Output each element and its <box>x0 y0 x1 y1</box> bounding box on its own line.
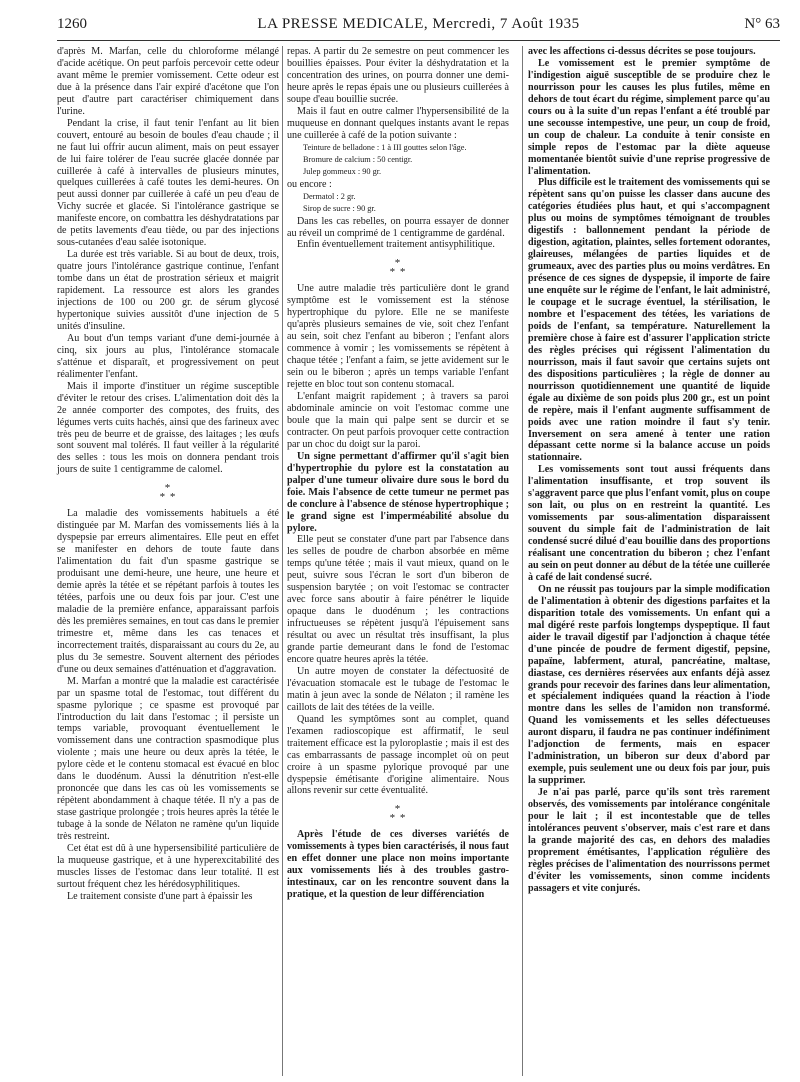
page-number: 1260 <box>57 16 87 32</box>
masthead-title: LA PRESSE MEDICALE, Mercredi, 7 Août 1935 <box>257 16 580 32</box>
paragraph: Mais il faut en outre calmer l'hypersensibilité de la muqueuse en donnant quelques instants avant le repas une cuillerée à café de la potion suivante : <box>287 105 509 141</box>
paragraph: L'enfant maigrit rapidement ; à travers sa paroi abdominale amincie on voit l'estomac comme une boule que la main qui palpe sent se durcir et se contracter. On peut parfois provoquer cette contraction par un choc du doigt sur la paroi. <box>287 391 509 450</box>
prescription-line: Teinture de belladone : 1 à III gouttes selon l'âge. <box>303 142 467 152</box>
paragraph: Cet état est dû à une hypersensibilité particulière de la muqueuse gastrique, et à une hyperexcitabilité des muscles lisses de l'estomac dans leur totalité. Il est surtout fréquent chez les hérédosyphilitiques. <box>57 843 279 890</box>
paragraph: Les vomissements sont tout aussi fréquents dans l'alimentation insuffisante, et trop souvent ils s'aggravent parce que plus l'enfant vomit, plus on coupe son lait, ou plus on en restreint la quantité. Les vomissements par sous-alimentation disparaissent souvent du simple fait de l'administration de lait condensé sucré dilué d'eau bouillie dans des proportions réalisant une concentration du biberon ; chez l'enfant au sein on peut donner au début de la tétée une cuillerée à café de lait condensé sucré. <box>528 464 770 583</box>
header-rule <box>57 40 780 41</box>
paragraph: La durée est très variable. Si au bout de deux, trois, quatre jours l'intolérance gastrique continue, l'enfant tombe dans un état de prostration sérieux et maigrit rapidement. La ressource est alors les grandes injections de 100 ou 200 gr. de sérum glycosé hypertonique suivies aussitôt d'une injection de 5 unités d'insuline. <box>57 249 279 332</box>
column-divider <box>282 46 283 1076</box>
paragraph: Un signe permettant d'affirmer qu'il s'agit bien d'hypertrophie du pylore est la constatation au palper d'une tumeur olivaire dure sous le bord du foie. Mais l'absence de cette tumeur ne permet pas de conclure à l'absence de sténose hypertrophique ; le grand signe est l'imperméabilité absolue du pylore. <box>287 450 509 534</box>
paragraph: Après l'étude de ces diverses variétés de vomissements à types bien caractérisés, il nous faut en effet donner une place non moins importante aux vomissements liés à des troubles gastro-intestinaux, car on les rencontre souvent dans la pratique, et la question de leur différenciation <box>287 829 509 901</box>
paragraph: Dans les cas rebelles, on pourra essayer de donner au réveil un comprimé de 1 centigramme de gardénal. <box>287 215 509 239</box>
prescription-line: Sirop de sucre : 90 gr. <box>303 203 376 213</box>
issue-number: N° 63 <box>744 16 780 32</box>
section-separator: * * * <box>159 482 177 504</box>
column-2 <box>287 46 509 901</box>
column-3 <box>528 46 770 895</box>
paragraph: Enfin éventuellement traitement antisyphilitique. <box>297 239 495 251</box>
section-separator: * * * <box>389 257 407 279</box>
paragraph: Quand les symptômes sont au complet, quand l'examen radioscopique est affirmatif, le seul traitement efficace est la pyloroplastie ; mais il est des cas embarrassants de passage incomplet où on peut croire à un spasme pylorique provoqué par une dyspepsie émétisante d'origine alimentaire. Nous allons revenir sur cette éventualité. <box>287 713 509 797</box>
paragraph: repas. A partir du 2e semestre on peut commencer les bouillies épaisses. Pour éviter la déshydratation et la concentration des urines, on pourra donner une demi-heure après le repas épais une ou plusieurs cuillerées à soupe d'eau bouillie sucrée. <box>287 46 509 105</box>
prescription-line: Julep gommeux : 90 gr. <box>303 166 382 176</box>
paragraph: Pendant la crise, il faut tenir l'enfant au lit bien couvert, entouré au besoin de boules d'eau chaude ; il ne faut lui offrir aucun aliment, mais on peut essayer de lui faire tolérer de l'eau sucrée glacée donnée par cuillerée à café à intervalles de plusieurs minutes, quelques cuillerées à café toutes les demi-heures. On peut aussi donner par cuillerée à café un peu d'eau de Vichy sucrée et glacée. Si l'intolérance gastrique se manifeste encore, on combattra les déshydratations par de petits lavements d'eau tiède, ou par des injections sous-cutanées d'eau salée isotonique. <box>57 117 279 249</box>
section-separator: * * * <box>389 803 407 825</box>
paragraph: Le vomissement est le premier symptôme de l'indigestion aiguë susceptible de se produire chez le nourrisson pour les causes les plus futiles, même en dehors de tout écart du régime, simplement parce qu'au cours ou à la suite d'un repas l'enfant a été troublé par une secousse intempestive, une peur, un coup de froid, un coup de chaleur. La conduite à tenir consiste en simple repos de l'estomac par la diète aqueuse momentanée bientôt suivie d'une reprise progressive de l'alimentation. <box>528 57 770 177</box>
paragraph: Au bout d'un temps variant d'une demi-journée à cinq, six jours au plus, l'intolérance stomacale s'atténue et disparaît, et progressivement on peut réalimenter l'enfant. <box>57 332 279 380</box>
paragraph: Une autre maladie très particulière dont le grand symptôme est le vomissement est la sténose hypertrophique du pylore. Elle ne se manifeste qu'après plusieurs semaines de vie, soit chez l'enfant au sein, soit chez l'enfant au biberon ; l'enfant alors commence à vomir ; les vomissements se répètent à chaque tétée ; l'enfant a faim, se jette avidement sur le sein ou le biberon ; après un temps variable l'enfant rejette en bloc tout son contenu stomacal. <box>287 283 509 391</box>
paragraph: Un autre moyen de constater la défectuosité de l'évacuation stomacale est le tubage de l'estomac le matin à jeun avec la sonde de Nélaton ; il ramène les caillots de lait des tétées de la veille. <box>287 665 509 713</box>
column-divider <box>522 46 523 1076</box>
paragraph: Le traitement consiste d'une part à épaissir les <box>67 890 253 902</box>
paragraph: d'après M. Marfan, celle du chloroforme mélangé d'acide acétique. On peut parfois percevoir cette odeur avant même le premier vomissement. Cette odeur est due à la présence dans l'air expiré d'acétone que l'on peut d'autre part caractériser chimiquement dans l'urine. <box>57 46 279 117</box>
paragraph: La maladie des vomissements habituels a été distinguée par M. Marfan des vomissements liés à la dyspepsie par erreurs alimentaires. Elle peut en effet se manifester en dehors de toute faute dans l'alimentation du fait d'un spasme gastrique se produisant une demi-heure, une heure, une heure et demie après la tétée et se répétant parfois à toutes les tétées, parfois une ou deux fois par jour. C'est une maladie de la première enfance, apparaissant parfois dès les premières semaines, en tout cas dans le premier trimestre et, même dans les cas tenaces et incorrectement traités, disparaissant au cours du 2e, au plus du 3e semestre. Souvent alternent des périodes d'une ou deux semaines d'atténuation et d'aggravation. <box>57 508 279 675</box>
page-header <box>57 16 780 38</box>
paragraph: ou encore : <box>287 178 332 190</box>
paragraph: Elle peut se constater d'une part par l'absence dans les selles de poudre de charbon absorbée en même temps qu'une tétée ; mais il vaut mieux, quand on le peut, suivre sous l'écran le sort d'un biberon de suspension barytée ; on voit l'estomac se contracter avec force sans aboutir à faire pénétrer le liquide opaque dans le duodénum ; les contractions infructueuses se répètent jusqu'à l'épuisement sans résultat ou avec un résultat très insuffisant, la plus grande partie demeurant dans le fond de l'estomac encore quatre heures après la tétée. <box>287 534 509 665</box>
prescription-line: Dermatol : 2 gr. <box>303 191 356 201</box>
prescription-line: Bromure de calcium : 50 centigr. <box>303 154 413 164</box>
paragraph: avec les affections ci-dessus décrites se pose toujours. <box>528 46 756 57</box>
paragraph: On ne réussit pas toujours par la simple modification de l'alimentation à obtenir des digestions parfaites et la disparition totale des vomissements. Un enfant qui a mal digéré reste parfois longtemps dyspeptique. Il faut aider le travail digestif par l'adjonction à chaque tétée d'une pincée de poudre de ferment digestif, pepsine, papaïne, labferment, atural, pancréatine, maltase, diastase, ces dernières réservées aux enfants déjà assez grands pour recevoir des farines dans leur alimentation, et spécialement indiquées quand la réaction à l'iode montre dans les selles de l'amidon non transformé. Quand les vomissements et les selles défectueuses auront disparu, il faudra ne pas continuer indéfiniment l'adjonction de ferments, mais en espacer l'administration, un biberon sur deux d'abord par exemple, puis seulement une ou deux fois par jour, puis la supprimer. <box>528 583 770 787</box>
paragraph: M. Marfan a montré que la maladie est caractérisée par un spasme total de l'estomac, tout différent du spasme pylorique ; ce spasme est provoqué par l'introduction du lait dans l'estomac ; il persiste un temps variable, provoquant éventuellement le vomissement dans une contraction spasmodique plus violente ; mais une heure ou deux après la tétée, le pylore cède et le contenu stomacal est évacué en bloc dans le duodénum. Aussi la dénutrition n'est-elle prononcée que dans les cas où les vomissements se répètent abondamment à chaque tétée. Il n'y a pas de stase gastrique prolongée ; trois heures après la tétée le tubage à la sonde de Nélaton ne ramène qu'un liquide très restreint. <box>57 675 279 843</box>
paragraph: Je n'ai pas parlé, parce qu'ils sont très rarement observés, des vomissements par intolérance congénitale pour le lait ; il est incontestable que de telles intolérances peuvent s'observer, mais c'est rare et dans la grande majorité des cas, en dehors des maladies proprement émétisantes, l'application régulière des règles précises de l'alimentation des nourrissons permet d'éviter les vomissements, sinon comme incidents passagers et vite conjurés. <box>528 787 770 894</box>
column-1 <box>57 46 279 903</box>
paragraph: Mais il importe d'instituer un régime susceptible d'éviter le retour des crises. L'alimentation doit dès la 2e année comporter des compotes, des fruits, des légumes verts cuits hachés, ainsi que des farineux avec très peu de beurre et de graisse, des laitages ; les œufs sont souvent mal tolérés. Il faut veiller à la régularité des selles : tous les mois on donnera pendant trois jours de suite 1 centigramme de calomel. <box>57 380 279 476</box>
paragraph: Plus difficile est le traitement des vomissements qui se répètent sans qu'on puisse les classer dans aucune des catégories étudiées plus haut, et qui s'accompagnent plus ou moins de symptômes témoignant de troubles digestifs : ballonnement pendant la période de digestion, agitation, plaintes, selles fortement odorantes, glaireuses, mélangées de parties liquides et de grumeaux, avec des parties plus ou moins verdâtres. En présence de ces signes de dyspepsie, il importe de faire une enquête sur le régime de l'enfant, le lait administré, le coupage et le sucrage éventuel, la stérilisation, le nombre et l'espacement des tétées, les variations de poids de l'enfant, sa température. Naturellement la première chose à faire est d'assurer l'application stricte des règles précises qui régissent l'alimentation du nourrisson, mais il faut savoir que certains sujets ont des dispositions particulières ; la règle de donner au nourrisson quotidiennement une quantité de liquide égale au dixième de son poids plus 200 gr., est un point de repère, mais il l'enfant augmente suffisamment de poids avec une ration moindre il faut s'y tenir. Inversement on sera amené à tenter une ration dépassant cette norme si la balance accuse un poids stationnaire. <box>528 177 770 464</box>
